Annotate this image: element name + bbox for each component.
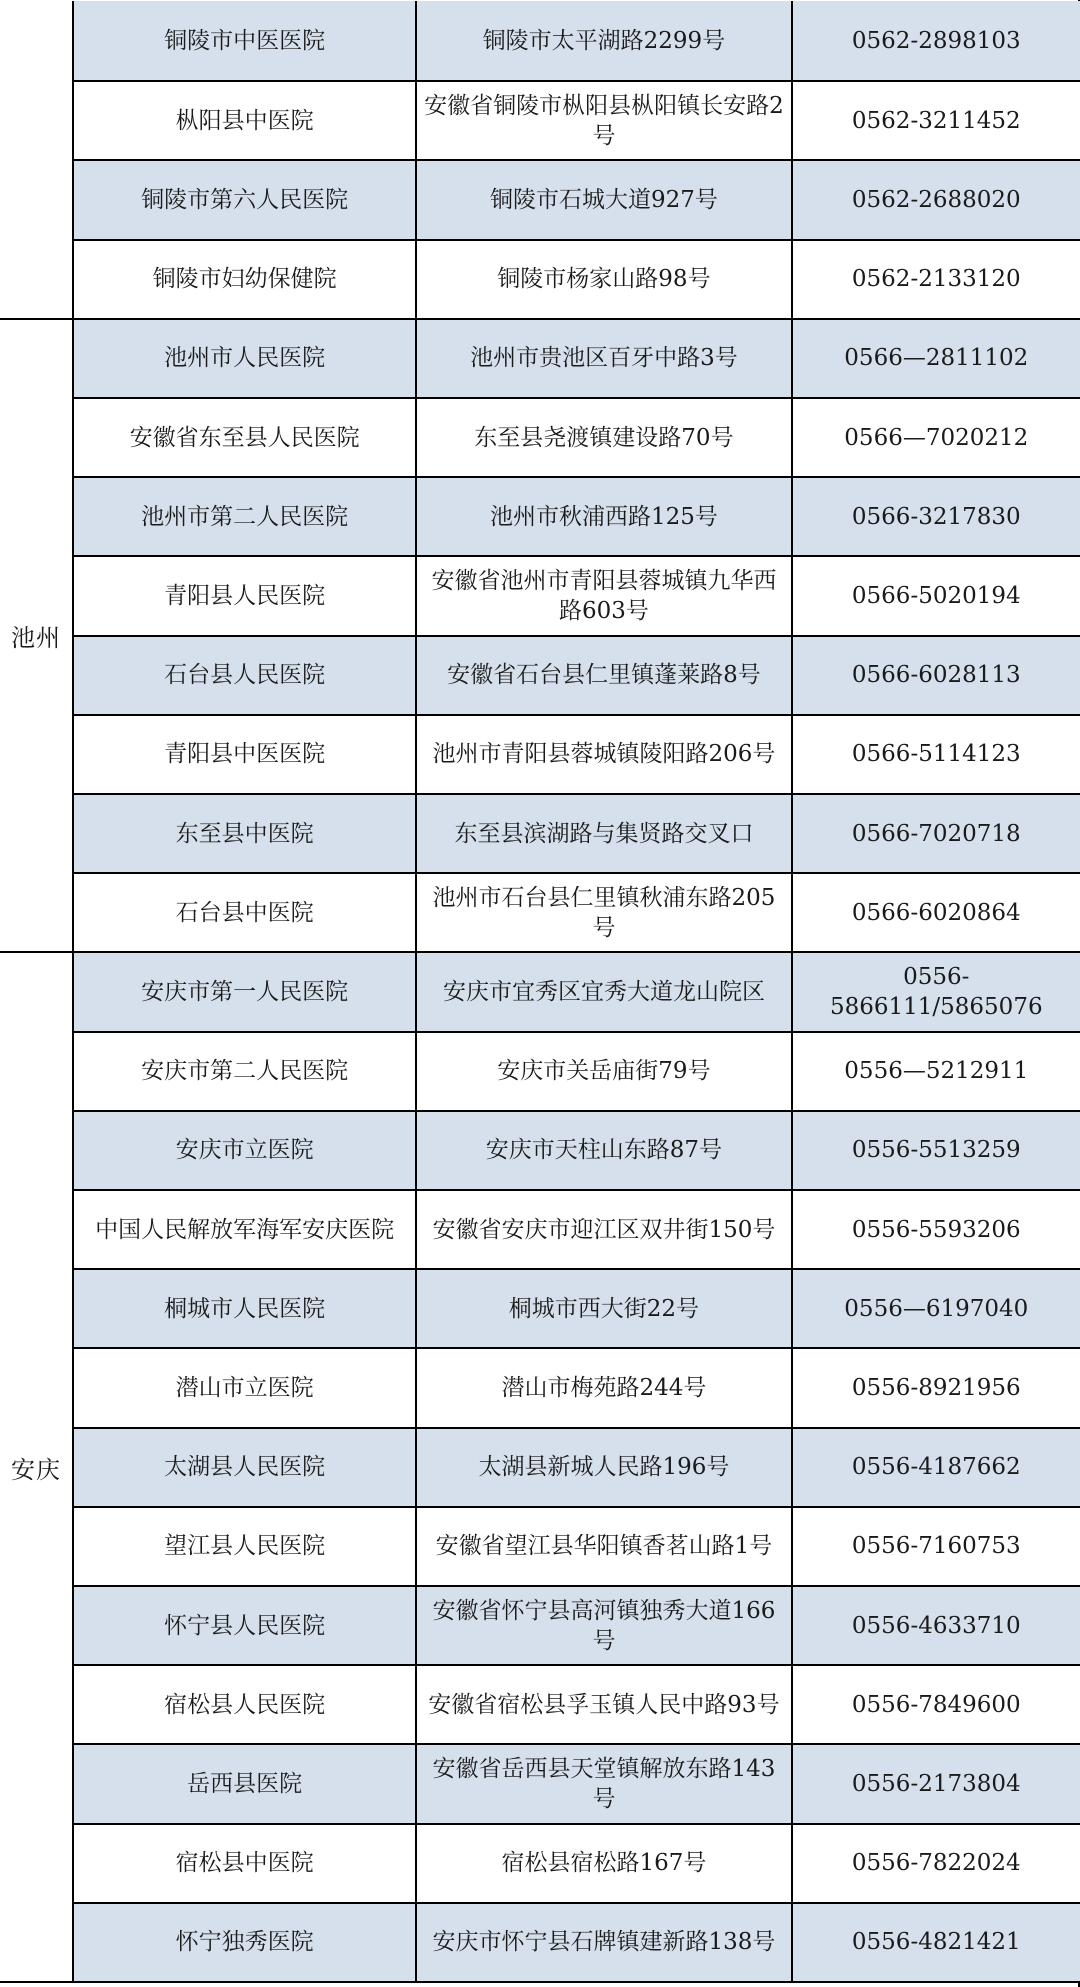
table-row [72,1664,1080,1743]
phone-cell: 0566-5020194 [851,582,1021,609]
phone-cell: 0556-5513259 [851,1137,1021,1164]
phone-cell: 0566—7020212 [844,424,1029,451]
address-cell: 东至县尧渡镇建设路70号 [417,399,792,476]
address-cell: 铜陵市杨家山路98号 [417,241,792,318]
phone-cell: 0562-2898103 [851,27,1021,54]
address-cell: 东至县滨湖路与集贤路交叉口 [417,795,792,872]
phone-cell: 0566-6020864 [851,899,1021,926]
phone-cell: 0556-5866111/5865076 [829,963,1043,1020]
phone-cell: 0556-4187662 [851,1454,1021,1481]
hospital-name-cell: 安徽省东至县人民医院 [74,399,417,476]
phone-cell: 0556-2173804 [851,1770,1021,1797]
hospital-name-cell: 石台县人民医院 [74,637,417,714]
address-cell: 潜山市梅苑路244号 [417,1349,792,1426]
table-row [72,1823,1080,1902]
address-cell: 安徽省宿松县孚玉镇人民中路93号 [417,1666,792,1743]
table-row [72,397,1080,476]
phone-cell: 0562-2688020 [851,186,1021,213]
table-row [72,1427,1080,1506]
table-row [72,1743,1080,1822]
table-row [72,1506,1080,1585]
table-row [72,793,1080,872]
table-row [72,1189,1080,1268]
city-group-label [0,1,72,318]
table-row [72,635,1080,714]
table-row [72,1110,1080,1189]
city-name: 池州 [11,624,61,653]
hospital-name-cell: 枞阳县中医院 [74,82,417,159]
address-cell: 安徽省怀宁县高河镇独秀大道166号 [417,1587,792,1664]
hospital-name-cell: 中国人民解放军海军安庆医院 [74,1191,417,1268]
address-cell: 铜陵市石城大道927号 [417,161,792,238]
table-row [72,1031,1080,1110]
address-cell: 安徽省池州市青阳县蓉城镇九华西路603号 [417,557,792,634]
table-row [72,872,1080,951]
table-row [72,1347,1080,1426]
address-cell: 桐城市西大街22号 [417,1270,792,1347]
address-cell: 安庆市宜秀区宜秀大道龙山院区 [417,953,792,1030]
hospital-name-cell: 东至县中医院 [74,795,417,872]
address-cell: 安徽省岳西县天堂镇解放东路143号 [417,1745,792,1822]
hospital-name-cell: 青阳县人民医院 [74,557,417,634]
table-row [72,80,1080,159]
address-cell: 安徽省望江县华阳镇香茗山路1号 [417,1508,792,1585]
phone-cell: 0562-3211452 [851,107,1021,134]
table-row [72,951,1080,1030]
hospital-name-cell: 宿松县中医院 [74,1825,417,1902]
hospital-name-cell: 宿松县人民医院 [74,1666,417,1743]
hospital-name-cell: 潜山市立医院 [74,1349,417,1426]
table-row [72,318,1080,397]
table-row [72,555,1080,634]
address-cell: 安徽省铜陵市枞阳县枞阳镇长安路2号 [417,82,792,159]
phone-cell: 0556-4821421 [851,1929,1021,1956]
table-row [72,476,1080,555]
hospital-name-cell: 望江县人民医院 [74,1508,417,1585]
hospital-name-cell: 太湖县人民医院 [74,1429,417,1506]
hospital-name-cell: 怀宁独秀医院 [74,1904,417,1981]
hospital-name-cell: 池州市人民医院 [74,320,417,397]
hospital-name-cell: 安庆市第一人民医院 [74,953,417,1030]
phone-cell: 0556—6197040 [844,1295,1029,1322]
address-cell: 铜陵市太平湖路2299号 [417,1,792,80]
hospital-name-cell: 铜陵市妇幼保健院 [74,241,417,318]
phone-cell: 0556-7849600 [851,1691,1021,1718]
address-cell: 池州市秋浦西路125号 [417,478,792,555]
phone-cell: 0562-2133120 [851,266,1021,293]
address-cell: 安庆市关岳庙街79号 [417,1033,792,1110]
table-row [72,1902,1080,1981]
hospital-name-cell: 铜陵市第六人民医院 [74,161,417,238]
address-cell: 池州市石台县仁里镇秋浦东路205号 [417,874,792,951]
phone-cell: 0556—5212911 [844,1058,1029,1085]
phone-cell: 0566-3217830 [851,503,1021,530]
hospital-name-cell: 铜陵市中医医院 [74,1,417,80]
city-group-label [0,951,72,1981]
table-row [72,1,1080,80]
phone-cell: 0566-7020718 [851,820,1021,847]
hospital-name-cell: 桐城市人民医院 [74,1270,417,1347]
hospital-name-cell: 青阳县中医医院 [74,716,417,793]
city-name: 安庆 [11,1455,61,1484]
table-row [72,714,1080,793]
hospital-name-cell: 怀宁县人民医院 [74,1587,417,1664]
city-group-label [0,318,72,952]
address-cell: 安庆市怀宁县石牌镇建新路138号 [417,1904,792,1981]
address-cell: 池州市贵池区百牙中路3号 [417,320,792,397]
address-cell: 太湖县新城人民路196号 [417,1429,792,1506]
hospital-name-cell: 安庆市立医院 [74,1112,417,1189]
table-bottom-border [0,1981,1080,1983]
phone-cell: 0566-5114123 [851,741,1021,768]
phone-cell: 0566—2811102 [844,345,1029,372]
phone-cell: 0556-7822024 [851,1850,1021,1877]
address-cell: 宿松县宿松路167号 [417,1825,792,1902]
phone-cell: 0556-5593206 [851,1216,1021,1243]
phone-cell: 0556-4633710 [851,1612,1021,1639]
address-cell: 池州市青阳县蓉城镇陵阳路206号 [417,716,792,793]
address-cell: 安徽省石台县仁里镇蓬莱路8号 [417,637,792,714]
table-row [72,1268,1080,1347]
table-row [72,1585,1080,1664]
address-cell: 安徽省安庆市迎江区双井街150号 [417,1191,792,1268]
table-row [72,159,1080,238]
address-cell: 安庆市天柱山东路87号 [417,1112,792,1189]
phone-cell: 0566-6028113 [851,662,1021,689]
hospital-name-cell: 岳西县医院 [74,1745,417,1822]
table-row [72,239,1080,318]
hospital-name-cell: 石台县中医院 [74,874,417,951]
hospital-name-cell: 池州市第二人民医院 [74,478,417,555]
phone-cell: 0556-8921956 [851,1374,1021,1401]
hospital-name-cell: 安庆市第二人民医院 [74,1033,417,1110]
phone-cell: 0556-7160753 [851,1533,1021,1560]
